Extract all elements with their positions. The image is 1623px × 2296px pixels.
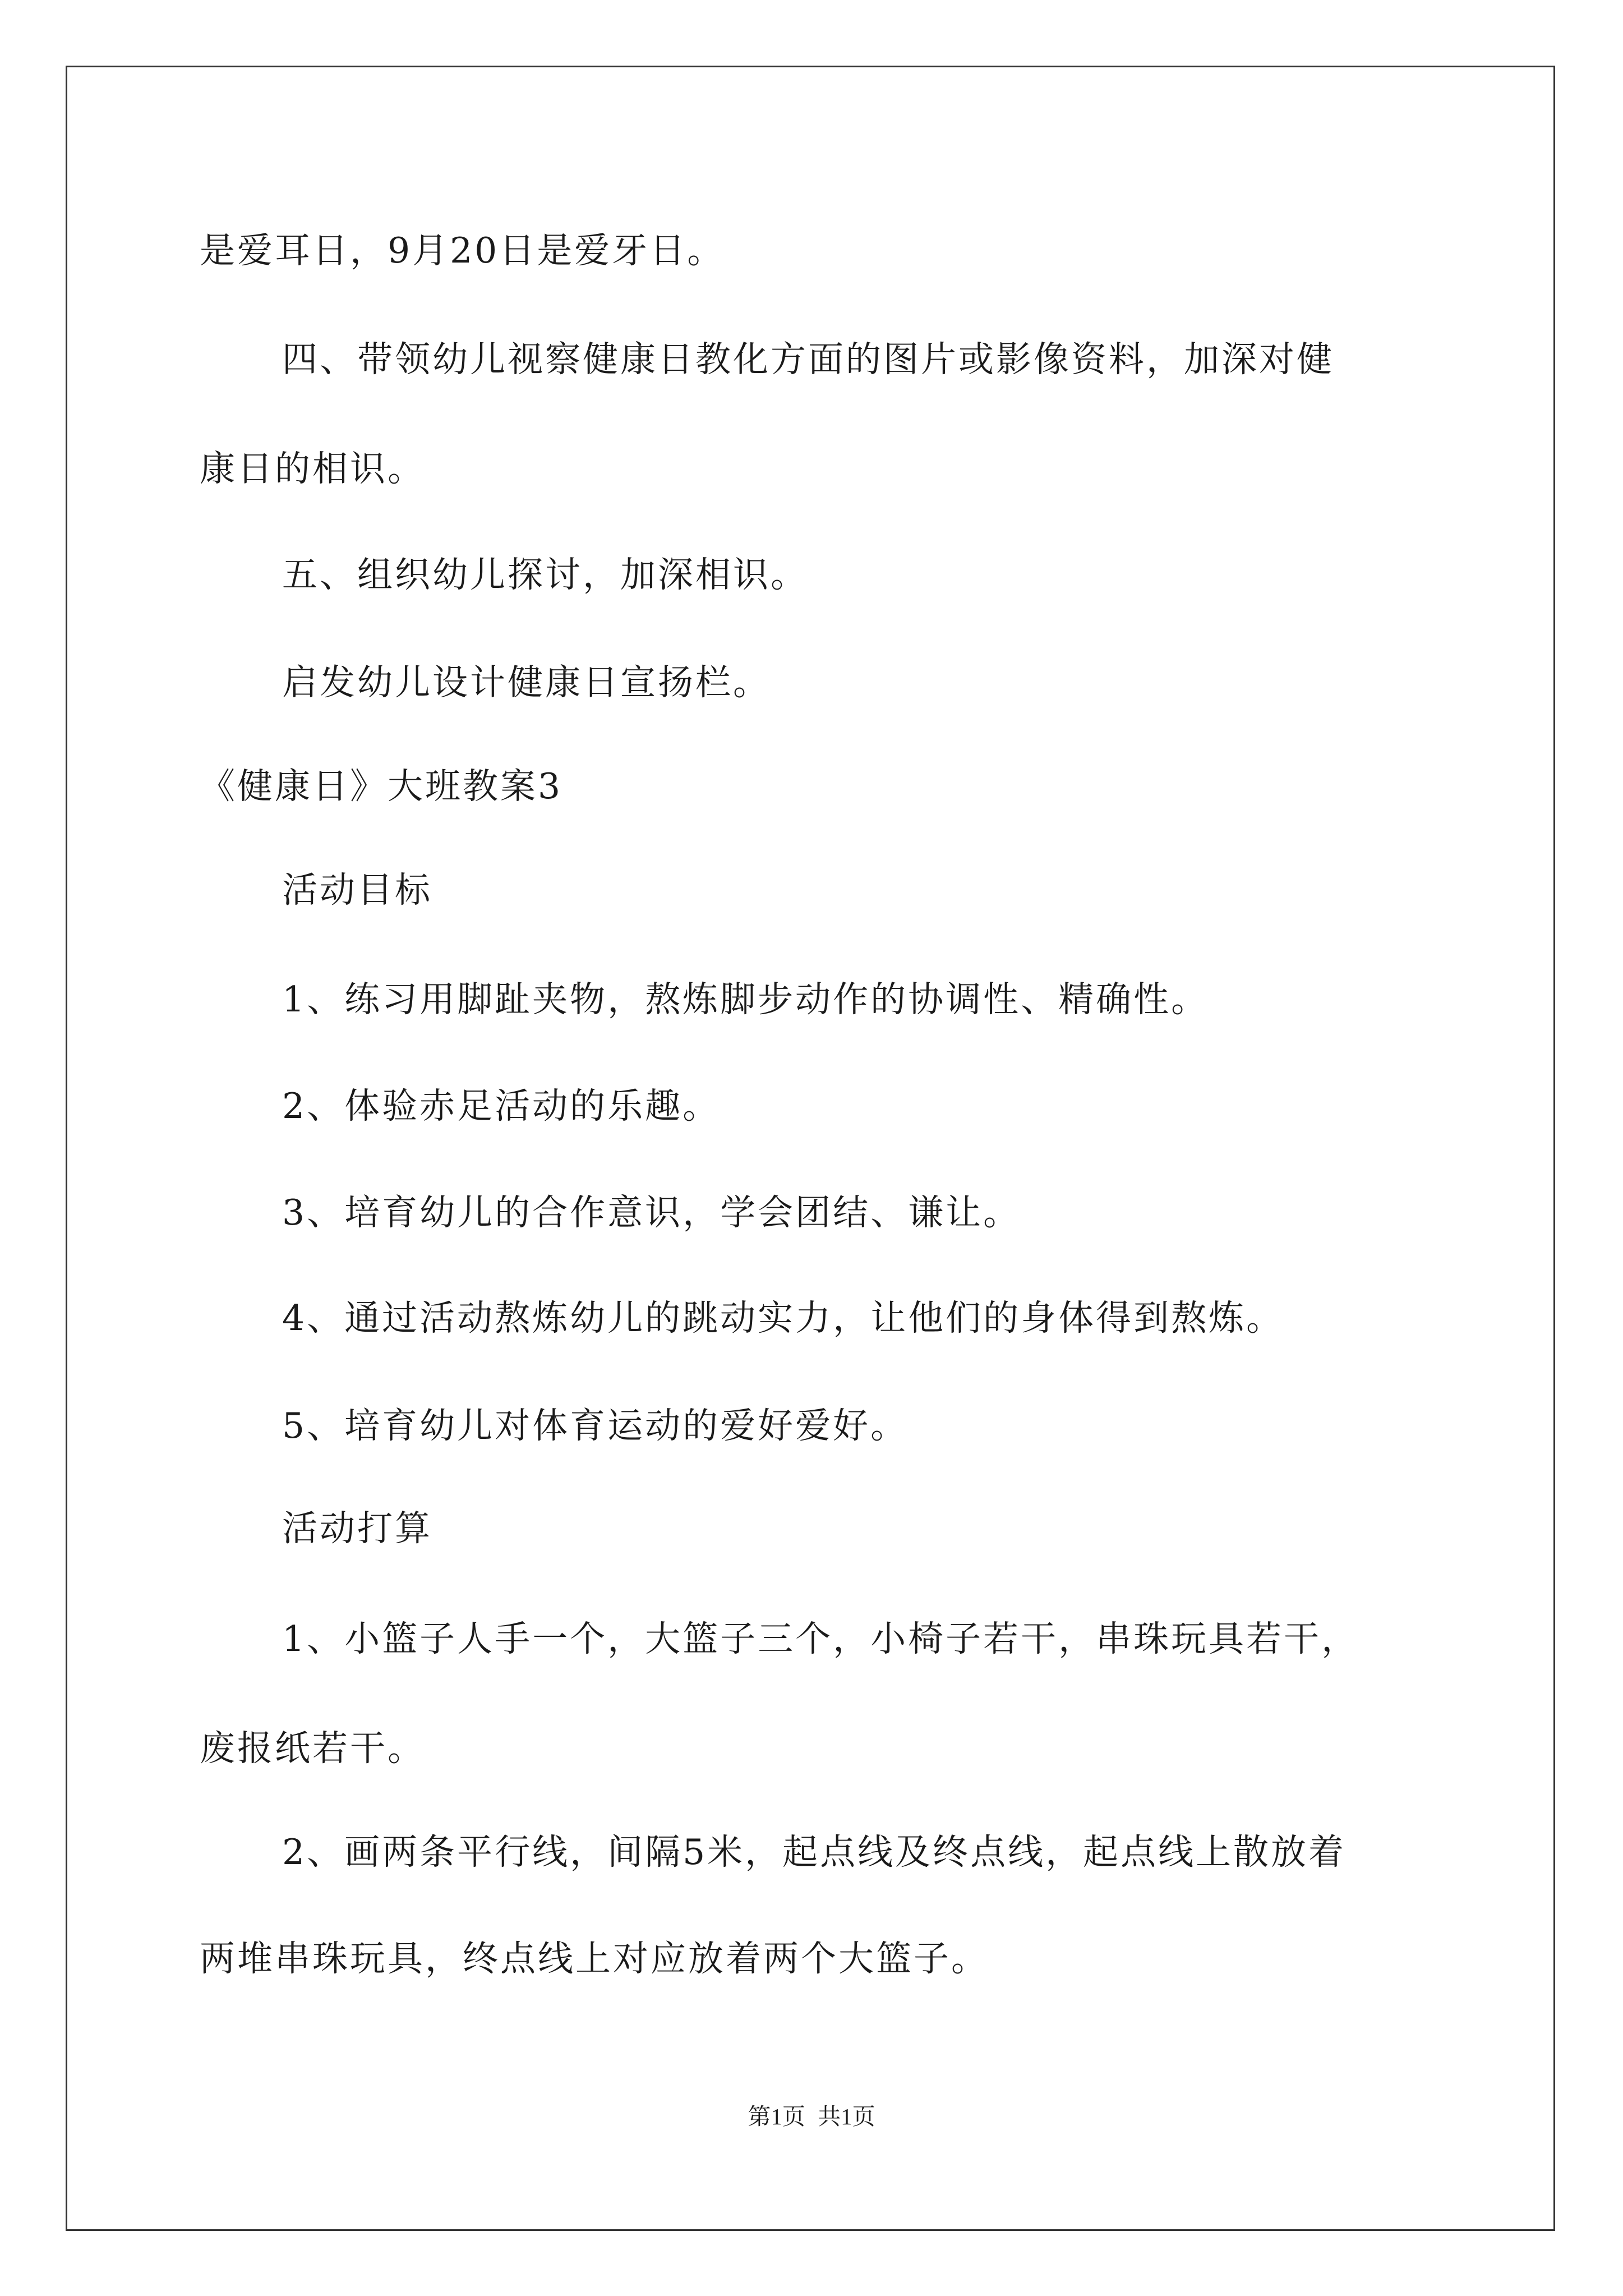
list-item: 4、通过活动熬炼幼儿的跳动实力，让他们的身体得到熬炼。: [282, 1297, 1284, 1338]
subheading: 活动打算: [282, 1508, 432, 1549]
subheading: 活动目标: [282, 869, 432, 910]
paragraph: 康日的相识。: [200, 448, 425, 489]
list-item: 3、培育幼儿的合作意识，学会团结、谦让。: [282, 1192, 1021, 1233]
page-number: 第1页: [748, 2104, 805, 2129]
paragraph: 四、带领幼儿视察健康日教化方面的图片或影像资料，加深对健: [282, 339, 1334, 380]
paragraph: 两堆串珠玩具，终点线上对应放着两个大篮子。: [200, 1938, 989, 1979]
list-item: 1、练习用脚趾夹物，熬炼脚步动作的协调性、精确性。: [282, 979, 1209, 1020]
page-border: [66, 66, 1555, 2231]
list-item: 2、画两条平行线，间隔5米，起点线及终点线，起点线上散放着: [282, 1832, 1347, 1872]
section-heading: 《健康日》大班教案3: [200, 766, 563, 807]
list-item: 2、体验赤足活动的乐趣。: [282, 1085, 721, 1126]
page-footer: [0, 2105, 1623, 2128]
page-total: 共1页: [818, 2104, 875, 2129]
list-item: 1、小篮子人手一个，大篮子三个，小椅子若干，串珠玩具若干，: [282, 1618, 1359, 1659]
paragraph: 是爱耳日，9月20日是爱牙日。: [200, 230, 725, 271]
paragraph: 废报纸若干。: [200, 1728, 425, 1769]
list-item: 5、培育幼儿对体育运动的爱好爱好。: [282, 1405, 909, 1446]
paragraph: 启发幼儿设计健康日宣扬栏。: [282, 662, 771, 703]
paragraph: 五、组织幼儿探讨，加深相识。: [282, 554, 808, 595]
